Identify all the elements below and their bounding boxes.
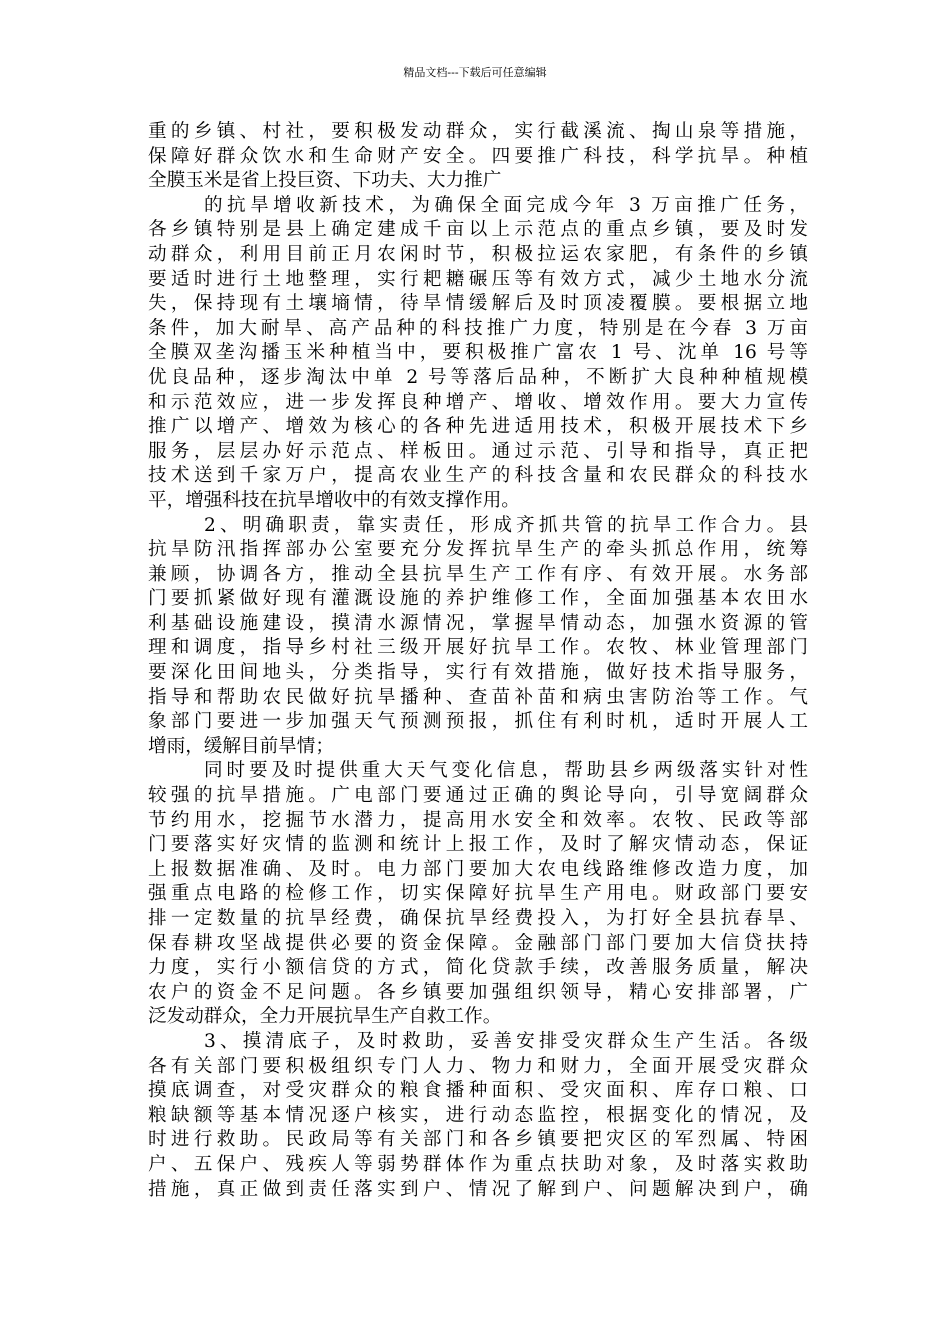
- text-line: 全膜玉米是省上投巨资、下功夫、大力推广: [148, 170, 502, 192]
- text-line: 推广以增产、增效为核心的各种先进适用技术，积极开展技术下乡: [148, 416, 808, 438]
- text-line: 3、摸清底子，及时救助，妥善安排受灾群众生产生活。各级: [204, 1030, 808, 1052]
- text-line: 时进行救助。民政局等有关部门和各乡镇要把灾区的军烈属、特困: [148, 1129, 808, 1151]
- text-line: 农户的资金不足问题。各乡镇要加强组织领导，精心安排部署，广: [148, 981, 808, 1003]
- text-line: 门要抓紧做好现有灌溉设施的养护维修工作，全面加强基本农田水: [148, 588, 808, 610]
- text-line: 增雨，缓解目前旱情；: [148, 735, 334, 757]
- text-line: 泛发动群众，全力开展抗旱生产自救工作。: [148, 1006, 502, 1028]
- text-line: 措施，真正做到责任落实到户、情况了解到户、问题解决到户，确: [148, 1178, 808, 1200]
- text-line: 较强的抗旱措施。广电部门要通过正确的舆论导向，引导宽阔群众: [148, 785, 808, 807]
- text-line: 上报数据准确、及时。电力部门要加大农电线路维修改造力度，加: [148, 858, 808, 880]
- text-line: 的抗旱增收新技术，为确保全面完成今年 3 万亩推广任务，: [204, 194, 808, 216]
- text-line: 失，保持现有土壤墒情，待旱情缓解后及时顶凌覆膜。要根据立地: [148, 293, 808, 315]
- document-body: [148, 120, 808, 1202]
- text-line: 排一定数量的抗旱经费，确保抗旱经费投入，为打好全县抗春旱、: [148, 908, 808, 929]
- text-line: 抗旱防汛指挥部办公室要充分发挥抗旱生产的牵头抓总作用，统筹: [148, 539, 808, 561]
- text-line: 和示范效应，进一步发挥良种增产、增收、增效作用。要大力宣传: [148, 391, 808, 413]
- text-line: 摸底调查，对受灾群众的粮食播种面积、受灾面积、库存口粮、口: [148, 1080, 808, 1102]
- text-line: 要适时进行土地整理，实行耙耱碾压等有效方式，减少土地水分流: [148, 268, 808, 290]
- text-line: 节约用水，挖掘节水潜力，提高用水安全和效率。农牧、民政等部: [148, 809, 808, 831]
- text-line: 动群众，利用目前正月农闲时节，积极拉运农家肥，有条件的乡镇: [148, 243, 808, 265]
- text-line: 重的乡镇、村社，要积极发动群众，实行截溪流、掏山泉等措施，: [148, 121, 808, 142]
- text-line: 强重点电路的检修工作，切实保障好抗旱生产用电。财政部门要安: [148, 883, 808, 905]
- text-line: 指导和帮助农民做好抗旱播种、查苗补苗和病虫害防治等工作。气: [148, 686, 808, 708]
- text-line: 利基础设施建设，摸清水源情况，掌握旱情动态，加强水资源的管: [148, 612, 808, 634]
- text-line: 同时要及时提供重大天气变化信息，帮助县乡两级落实针对性: [204, 760, 808, 782]
- text-line: 兼顾，协调各方，推动全县抗旱生产工作有序、有效开展。水务部: [148, 563, 808, 585]
- text-line: 优良品种，逐步淘汰中单 2 号等落后品种，不断扩大良种种植规模: [148, 366, 808, 388]
- text-line: 2、明确职责，靠实责任，形成齐抓共管的抗旱工作合力。县: [204, 514, 808, 536]
- text-line: 服务，层层办好示范点、样板田。通过示范、引导和指导，真正把: [148, 440, 808, 462]
- text-line: 条件，加大耐旱、高产品种的科技推广力度，特别是在今春 3 万亩: [148, 317, 808, 339]
- text-line: 户、五保户、残疾人等弱势群体作为重点扶助对象，及时落实救助: [148, 1153, 808, 1175]
- page-header: 精品文档---下载后可任意编辑: [403, 66, 547, 79]
- text-line: 各乡镇特别是县上确定建成千亩以上示范点的重点乡镇，要及时发: [148, 219, 808, 241]
- text-line: 力度，实行小额信贷的方式，简化贷款手续，改善服务质量，解决: [148, 957, 808, 979]
- text-line: 全膜双垄沟播玉米种植当中，要积极推广富农 1 号、沈单 16 号等: [148, 342, 808, 364]
- text-line: 理和调度，指导乡村社三级开展好抗旱工作。农牧、林业管理部门: [148, 637, 808, 659]
- text-line: 要深化田间地头，分类指导，实行有效措施，做好技术指导服务，: [148, 662, 808, 684]
- text-line: 门要落实好灾情的监测和统计上报工作，及时了解灾情动态，保证: [148, 834, 808, 856]
- text-line: 象部门要进一步加强天气预测预报，抓住有利时机，适时开展人工: [148, 711, 808, 733]
- text-line: 保春耕攻坚战提供必要的资金保障。金融部门部门要加大信贷扶持: [148, 932, 808, 954]
- text-line: 粮缺额等基本情况逐户核实，进行动态监控，根据变化的情况，及: [148, 1104, 808, 1126]
- text-line: 各有关部门要积极组织专门人力、物力和财力，全面开展受灾群众: [148, 1055, 808, 1077]
- text-line: 技术送到千家万户，提高农业生产的科技含量和农民群众的科技水: [148, 465, 808, 487]
- text-line: 保障好群众饮水和生命财产安全。四要推广科技，科学抗旱。种植: [148, 145, 808, 167]
- text-line: 平，增强科技在抗旱增收中的有效支撑作用。: [148, 489, 520, 511]
